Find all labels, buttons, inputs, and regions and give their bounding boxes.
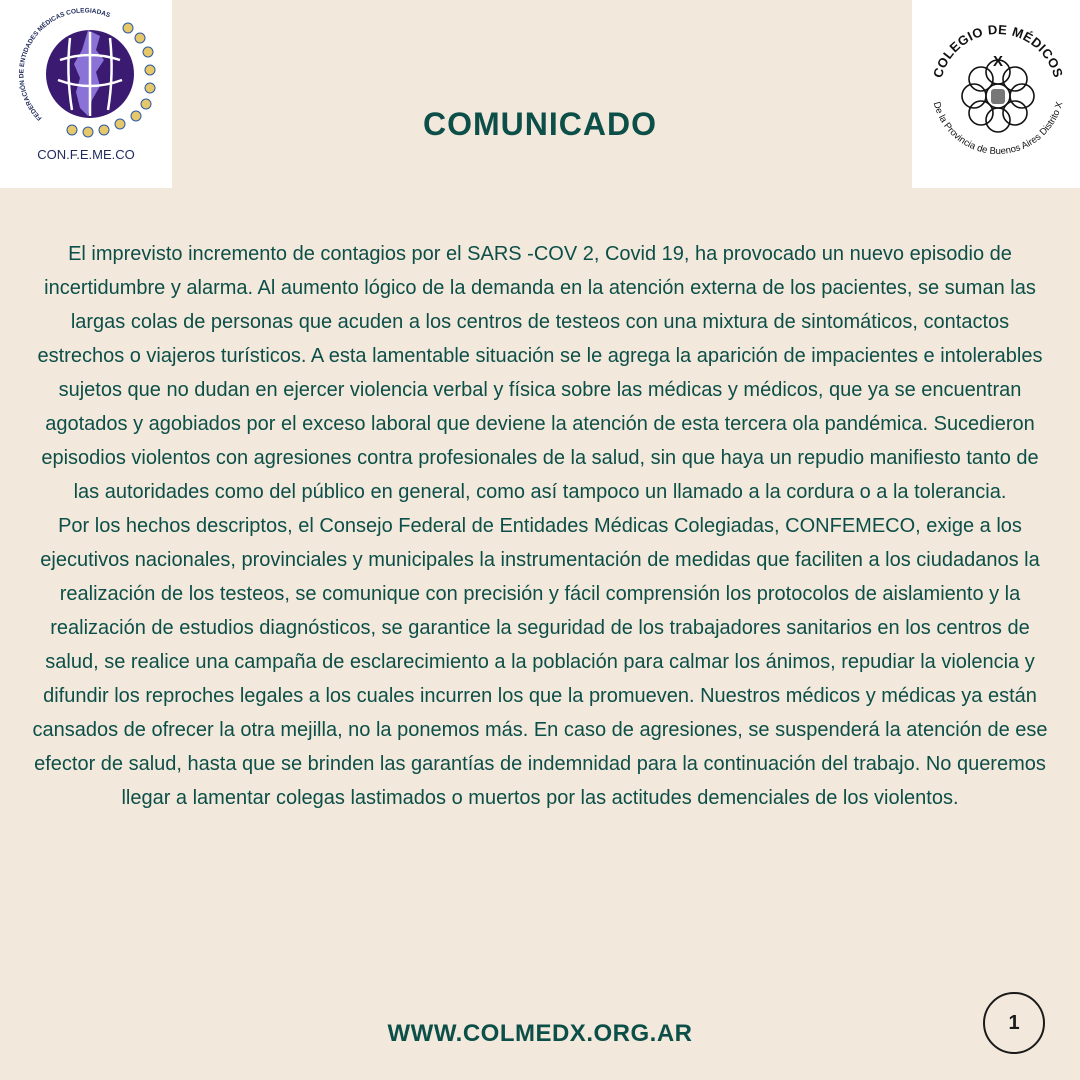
confemeco-arc-text: FEDERACIÓN DE ENTIDADES MÉDICAS COLEGIADAS <box>18 7 112 122</box>
footer-website-link[interactable]: WWW.COLMEDX.ORG.AR <box>387 1020 693 1047</box>
seal-top-text: COLEGIO DE MÉDICOS <box>929 21 1067 80</box>
page-number-badge <box>983 992 1045 1054</box>
confemeco-caption: CON.F.E.ME.CO <box>37 147 135 162</box>
colegio-de-medicos-seal-icon <box>912 0 1080 188</box>
seal-bottom-text: De la Provincia de Buenos Aires Distrito X <box>930 100 1066 158</box>
body-paragraph-2: Por los hechos descriptos, el Consejo Federal de Entidades Médicas Colegiadas, CONFEMECO, exige a los ejecutivos nacionales, provinciales y municipales la instrumentación de medidas que faciliten a los ciudadanos la realización de los testeos, se comunique con precisión y fácil comprensión los protocolos de aislamiento y la realización de estudios diagnósticos, se garantice la seguridad de los trabajadores sanitarios en los centros de salud, se realice una campaña de esclarecimiento a la población para calmar los ánimos, repudiar la violencia y difundir los reproches legales a los cuales incurren los que la promueven. Nuestros médicos y médicas ya están cansados de ofrecer la otra mejilla, no la ponemos más. En caso de agresiones, se suspenderá la atención de ese efector de salud, hasta que se brinden las garantías de indemnidad para la continuación del trabajo. No queremos llegar a lamentar colegas lastimados o muertos por las actitudes demenciales de los violentos. <box>32 515 1048 809</box>
page-title: COMUNICADO <box>423 106 657 142</box>
seal-mark: X <box>992 53 1004 70</box>
confemeco-logo <box>0 0 172 188</box>
body-paragraph-1: El imprevisto incremento de contagios por el SARS -COV 2, Covid 19, ha provocado un nuevo episodio de incertidumbre y alarma. Al aumento lógico de la demanda en la atención externa de los pacientes, se suman las largas colas de personas que acuden a los centros de testeos con una mixtura de sintomáticos, contactos estrechos o viajeros turísticos. A esta lamentable situación se le agrega la aparición de impacientes e intolerables sujetos que no dudan en ejercer violencia verbal y física sobre las médicas y médicos, que ya se encuentran agotados y agobiados por el exceso laboral que deviene la atención de esta tercera ola pandémica. Sucedieron episodios violentos con agresiones contra profesionales de la salud, sin que haya un repudio manifiesto tanto de las autoridades como del público en general, como así tampoco un llamado a la cordura o a la tolerancia. <box>37 243 1043 503</box>
page-number: 1 <box>1008 1011 1020 1034</box>
colegio-medicos-logo <box>912 0 1080 188</box>
communique-body <box>30 237 1050 815</box>
